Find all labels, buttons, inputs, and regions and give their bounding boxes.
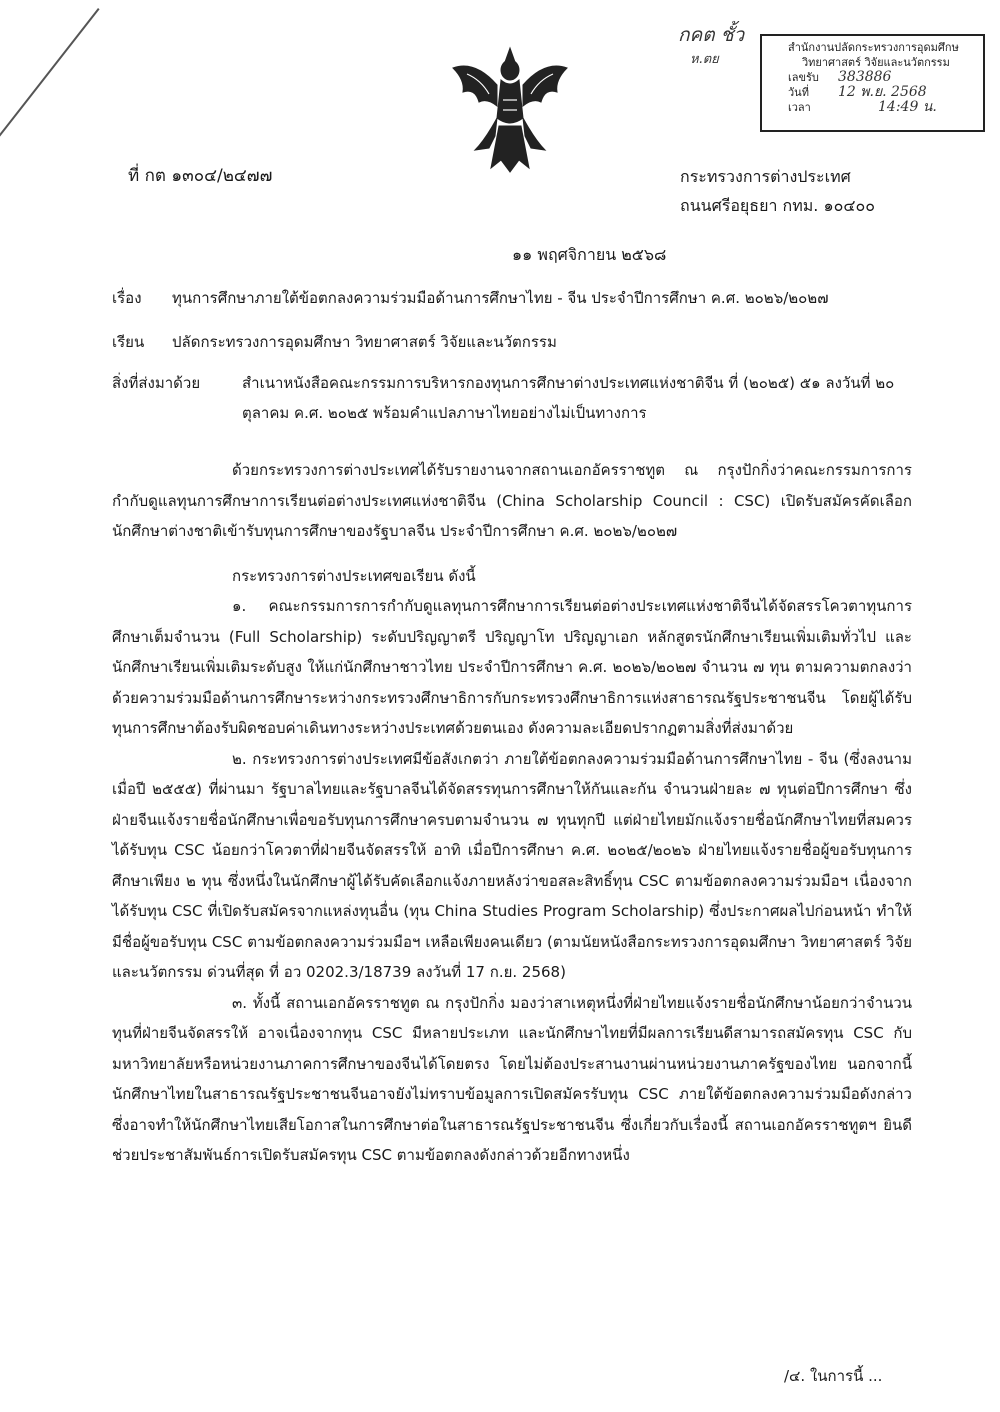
subject-label: เรื่อง: [112, 289, 142, 307]
sender-line: ถนนศรีอยุธยา กทม. ๑๐๔๐๐: [680, 196, 876, 215]
recipient-line: [112, 327, 557, 357]
handwritten-note-sub: ห.ตย: [690, 52, 719, 67]
stamp-time-label: เวลา: [788, 101, 811, 114]
recipient-label: เรียน: [112, 333, 145, 351]
document-date: ๑๑ พฤศจิกายน ๒๕๖๘: [512, 245, 667, 264]
body-paragraph: ๒. กระทรวงการต่างประเทศมีข้อสังเกตว่า ภายใต้ข้อตกลงความร่วมมือด้านการศึกษาไทย - จีน (ซึ่งลงนามเมื่อปี ๒๕๕๕) ที่ผ่านมา รัฐบาลไทยและรัฐบาลจีนได้จัดสรรทุนการศึกษาให้กันและกัน จำนวนฝ่ายละ ๗ ทุนต่อปีการศึกษา ซึ่งฝ่ายจีนแจ้งรายชื่อนักศึกษาเพื่อขอรับทุนการศึกษาครบตามจำนวน ๗ ทุนทุกปี แต่ฝ่ายไทยมักแจ้งรายชื่อนักศึกษาไทยที่สมควรได้รับทุน CSC น้อยกว่าโควตาที่ฝ่ายจีนจัดสรรให้ อาทิ เมื่อปีการศึกษา ค.ศ. ๒๐๒๕/๒๐๒๖ ฝ่ายไทยแจ้งรายชื่อผู้ขอรับทุนการศึกษาเพียง ๒ ทุน ซึ่งหนึ่งในนักศึกษาผู้ได้รับคัดเลือกแจ้งภายหลังว่าขอสละสิทธิ์ทุน CSC ตามข้อตกลงความร่วมมือฯ เนื่องจากได้รับทุน CSC ที่เปิดรับสมัครจากแหล่งทุนอื่น (ทุน China Studies Program Scholarship) ซึ่งประกาศผลไปก่อนหน้า ทำให้มีชื่อผู้ขอรับทุน CSC ตามข้อตกลงความร่วมมือฯ เหลือเพียงคนเดียว (ตามนัยหนังสือกระทรวงการอุดมศึกษา วิทยาศาสตร์ วิจัยและนวัตกรรม ด่วนที่สุด ที่ อว 0202.3/18739 ลงวันที่ 17 ก.ย. 2568): [112, 749, 912, 981]
page-continuation: /๔. ในการนี้ ...: [784, 1367, 883, 1385]
stamp-org-line: วิทยาศาสตร์ วิจัยและนวัตกรรม: [802, 56, 950, 69]
document-reference-number: ที่ กต ๑๓๐๔/๒๔๗๗: [128, 166, 273, 186]
body-paragraph: กระทรวงการต่างประเทศขอเรียน ดังนี้: [232, 566, 476, 585]
stamp-receipt-number: 383886: [838, 69, 892, 85]
recipient-text: ปลัดกระทรวงการอุดมศึกษา วิทยาศาสตร์ วิจัยและนวัตกรรม: [172, 333, 557, 351]
stamp-receipt-label: เลขรับ: [788, 71, 819, 84]
garuda-emblem-icon: [445, 40, 575, 180]
scan-artifact-line: [0, 8, 100, 147]
receipt-stamp: [760, 34, 985, 132]
body-paragraph: ๑. คณะกรรมการการกำกับดูแลทุนการศึกษาการเรียนต่อต่างประเทศแห่งชาติจีนได้จัดสรรโควตาทุนการศึกษาเต็มจำนวน (Full Scholarship) ระดับปริญญาตรี ปริญญาโท ปริญญาเอก หลักสูตรนักศึกษาเรียนเพิ่มเติมทั่วไป และนักศึกษาเรียนเพิ่มเติมระดับสูง ให้แก่นักศึกษาชาวไทย ประจำปีการศึกษา ค.ศ. ๒๐๒๖/๒๐๒๗ จำนวน ๗ ทุน ตามความตกลงว่าด้วยความร่วมมือด้านการศึกษาระหว่างกระทรวงศึกษาธิการกับกระทรวงศึกษาธิการแห่งสาธารณรัฐประชาชนจีน โดยผู้ได้รับทุนการศึกษาต้องรับผิดชอบค่าเดินทางระหว่างประเทศด้วยตนเอง ดังความละเอียดปรากฏตามสิ่งที่ส่งมาด้วย: [112, 597, 912, 737]
sender-address: [680, 162, 875, 220]
body-paragraph: ๓. ทั้งนี้ สถานเอกอัครราชทูต ณ กรุงปักกิ่ง มองว่าสาเหตุหนึ่งที่ฝ่ายไทยแจ้งรายชื่อนักศึกษาน้อยกว่าจำนวนทุนที่ฝ่ายจีนจัดสรรให้ อาจเนื่องจากทุน CSC มีหลายประเภท และนักศึกษาไทยที่มีผลการเรียนดีสามารถสมัครทุน CSC กับมหาวิทยาลัยหรือหน่วยงานภาคการศึกษาของจีนได้โดยตรง โดยไม่ต้องประสานงานผ่านหน่วยงานภาครัฐของไทย นอกจากนี้ นักศึกษาไทยในสาธารณรัฐประชาชนจีนอาจยังไม่ทราบข้อมูลการเปิดสมัครรับทุน CSC ภายใต้ข้อตกลงความร่วมมือดังกล่าว ซึ่งอาจทำให้นักศึกษาไทยเสียโอกาสในการศึกษาต่อในสาธารณรัฐประชาชนจีน ซึ่งเกี่ยวกับเรื่องนี้ สถานเอกอัครราชทูตฯ ยินดีช่วยประชาสัมพันธ์การเปิดรับสมัครทุน CSC ตามข้อตกลงดังกล่าวด้วยอีกทางหนึ่ง: [112, 993, 912, 1164]
letter-body: [112, 455, 912, 1171]
enclosure-text: สำเนาหนังสือคณะกรรมการบริหารกองทุนการศึกษาต่างประเทศแห่งชาติจีน ที่ (๒๐๒๕) ๕๑ ลงวันที่ ๒๐ ตุลาคม ค.ศ. ๒๐๒๕ พร้อมคำแปลภาษาไทยอย่างไม่เป็นทางการ: [242, 374, 895, 422]
stamp-time: 14:49 น.: [878, 99, 937, 115]
enclosure-label: สิ่งที่ส่งมาด้วย: [112, 374, 201, 392]
sender-line: กระทรวงการต่างประเทศ: [680, 167, 851, 186]
handwritten-note: กคต ชั้ว: [678, 24, 745, 46]
enclosure-line: [112, 368, 912, 428]
stamp-date: 12 พ.ย. 2568: [838, 84, 927, 100]
subject-text: ทุนการศึกษาภายใต้ข้อตกลงความร่วมมือด้านการศึกษาไทย - จีน ประจำปีการศึกษา ค.ศ. ๒๐๒๖/๒๐๒๗: [172, 289, 829, 307]
stamp-date-label: วันที่: [788, 86, 809, 99]
subject-line: [112, 283, 828, 313]
body-paragraph: ด้วยกระทรวงการต่างประเทศได้รับรายงานจากสถานเอกอัครราชทูต ณ กรุงปักกิ่งว่าคณะกรรมการการกำกับดูแลทุนการศึกษาการเรียนต่อต่างประเทศแห่งชาติจีน (China Scholarship Council : CSC) เปิดรับสมัครคัดเลือกนักศึกษาต่างชาติเข้ารับทุนการศึกษาของรัฐบาลจีน ประจำปีการศึกษา ค.ศ. ๒๐๒๖/๒๐๒๗: [112, 461, 912, 540]
stamp-org-line: สำนักงานปลัดกระทรวงการอุดมศึกษ: [788, 41, 959, 54]
